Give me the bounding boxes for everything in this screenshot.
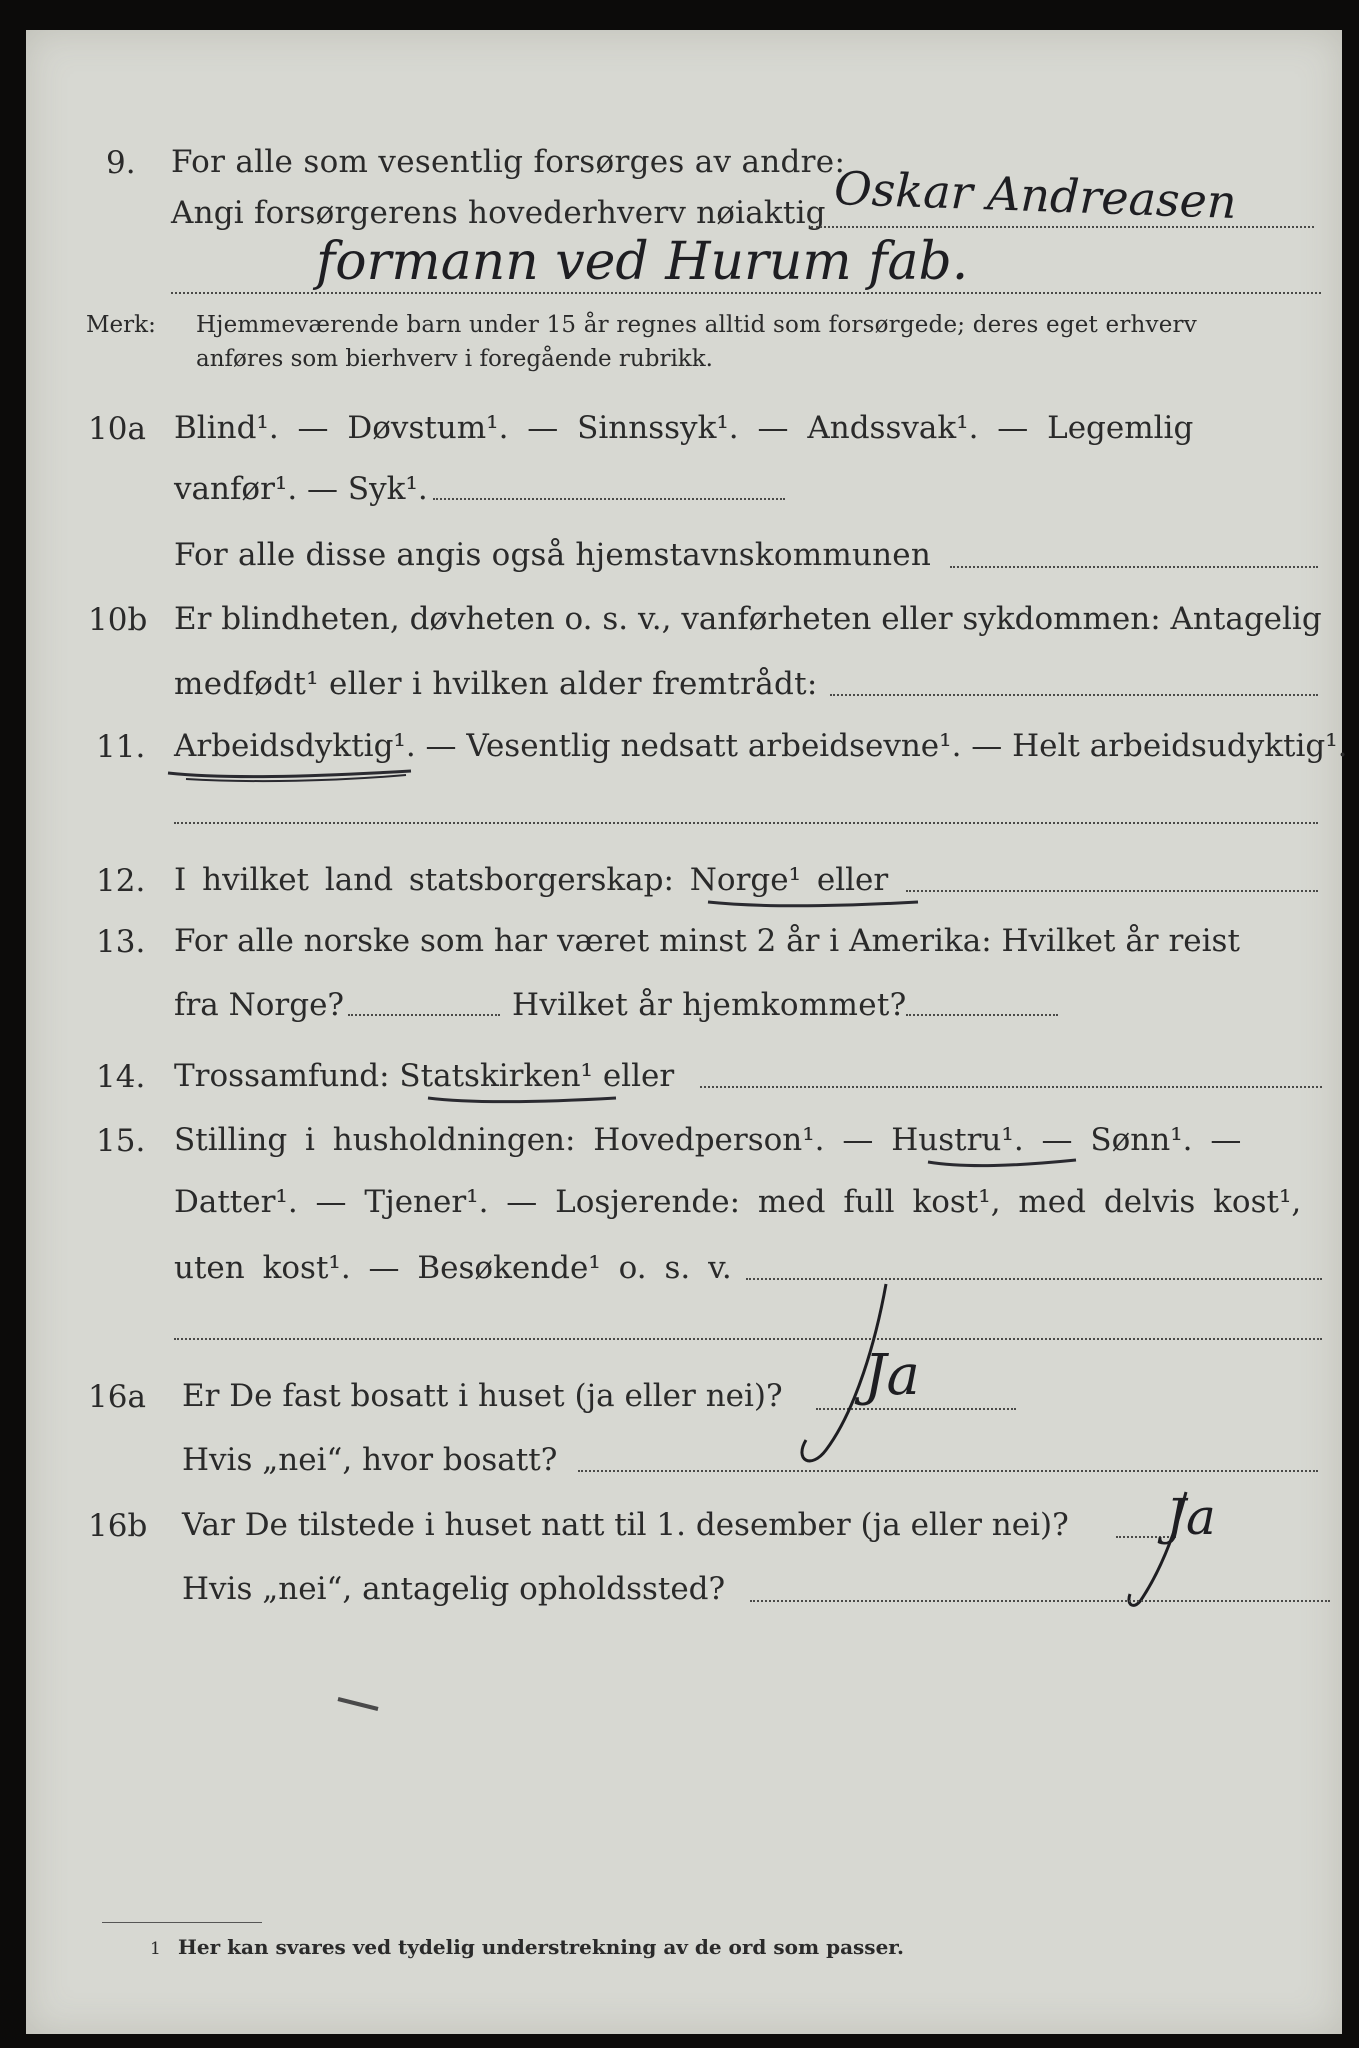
- q16a-answer-line2: [578, 1470, 1318, 1472]
- footnote-marker: 1: [150, 1939, 161, 1959]
- q13-line2a: fra Norge?: [174, 987, 345, 1023]
- q12-answer-underline: [706, 896, 926, 912]
- q16a-line2: Hvis „nei“, hvor bosatt?: [182, 1442, 558, 1478]
- q9-answer-line1: [811, 226, 1314, 228]
- q12-number: 12.: [96, 863, 146, 899]
- q14-answer-underline: [426, 1092, 626, 1108]
- q10b-answer-line: [830, 694, 1318, 696]
- q9-answer-line2: [171, 292, 1321, 294]
- q9-handwriting2: formann ved Hurum fab.: [316, 232, 969, 292]
- q16b-number: 16b: [88, 1508, 148, 1544]
- q9-number: 9.: [106, 145, 136, 181]
- q9-line2: Angi forsørgerens hovederhverv nøiaktig: [171, 195, 826, 231]
- merk-label: Merk:: [86, 312, 156, 338]
- q16b-handwriting: Ja: [1166, 1488, 1216, 1546]
- q16b-line1: Var De tilstede i huset natt til 1. desember (ja eller nei)?: [182, 1507, 1069, 1543]
- q15-line1: Stilling i husholdningen: Hovedperson¹. — Hustru¹. — Sønn¹. —: [174, 1122, 1242, 1158]
- q16a-number: 16a: [88, 1379, 146, 1415]
- q15-number: 15.: [96, 1123, 146, 1159]
- q16b-answer-line2: [750, 1600, 1330, 1602]
- census-form-page: [26, 30, 1348, 2034]
- q15-line2: Datter¹. — Tjener¹. — Losjerende: med full kost¹, med delvis kost¹,: [174, 1184, 1302, 1220]
- q10a-line2: vanfør¹. — Syk¹.: [174, 471, 428, 507]
- q14-line1: Trossamfund: Statskirken¹ eller: [174, 1058, 675, 1094]
- q10a-line3: For alle disse angis også hjemstavnskommunen: [174, 537, 931, 573]
- footnote-text: Her kan svares ved tydelig understrekning av de ord som passer.: [178, 1935, 904, 1959]
- q15-answer-line2: [174, 1338, 1322, 1340]
- pencil-mark: [336, 1695, 386, 1715]
- merk-line2: anføres som bierhverv i foregående rubrikk.: [196, 346, 713, 372]
- q10a-answer-line1: [433, 498, 785, 500]
- q12-line1: I hvilket land statsborgerskap: Norge¹ eller: [174, 862, 889, 898]
- q10a-number: 10a: [88, 411, 146, 447]
- q13-reist-line: [348, 1014, 500, 1016]
- q11-line1: Arbeidsdyktig¹. — Vesentlig nedsatt arbeidsevne¹. — Helt arbeidsudyktig¹.: [174, 728, 1348, 764]
- q11-answer-line: [174, 822, 1318, 824]
- q16a-line1: Er De fast bosatt i huset (ja eller nei)?: [182, 1378, 783, 1414]
- merk-line1: Hjemmeværende barn under 15 år regnes alltid som forsørgede; deres eget erhverv: [196, 312, 1197, 338]
- footnote-rule: [102, 1922, 262, 1923]
- q13-line2b: Hvilket år hjemkommet?: [512, 987, 907, 1023]
- q12-answer-line: [906, 890, 1318, 892]
- q9-line1: For alle som vesentlig forsørges av andre:: [171, 144, 846, 180]
- q16b-line2: Hvis „nei“, antagelig opholdssted?: [182, 1571, 726, 1607]
- q14-answer-line: [700, 1086, 1322, 1088]
- q10b-line1: Er blindheten, døvheten o. s. v., vanførheten eller sykdommen: Antagelig: [174, 601, 1322, 637]
- q11-answer-underline: [166, 765, 416, 785]
- q14-number: 14.: [96, 1059, 146, 1095]
- q11-number: 11.: [96, 729, 146, 765]
- q10a-line1: Blind¹. — Døvstum¹. — Sinnssyk¹. — Andssvak¹. — Legemlig: [174, 410, 1194, 446]
- q13-hjemkommet-line: [906, 1014, 1058, 1016]
- q10a-answer-line2: [950, 566, 1318, 568]
- q15-answer-underline: [926, 1156, 1086, 1174]
- q9-handwriting1: Oskar Andreasen: [833, 160, 1238, 230]
- q13-number: 13.: [96, 924, 146, 960]
- q10b-number: 10b: [88, 602, 148, 638]
- q16a-handwriting: Ja: [864, 1343, 920, 1408]
- q10b-line2: medfødt¹ eller i hvilken alder fremtrådt:: [174, 666, 818, 702]
- q15-line3: uten kost¹. — Besøkende¹ o. s. v.: [174, 1250, 732, 1286]
- q13-line1: For alle norske som har været minst 2 år i Amerika: Hvilket år reist: [174, 923, 1240, 959]
